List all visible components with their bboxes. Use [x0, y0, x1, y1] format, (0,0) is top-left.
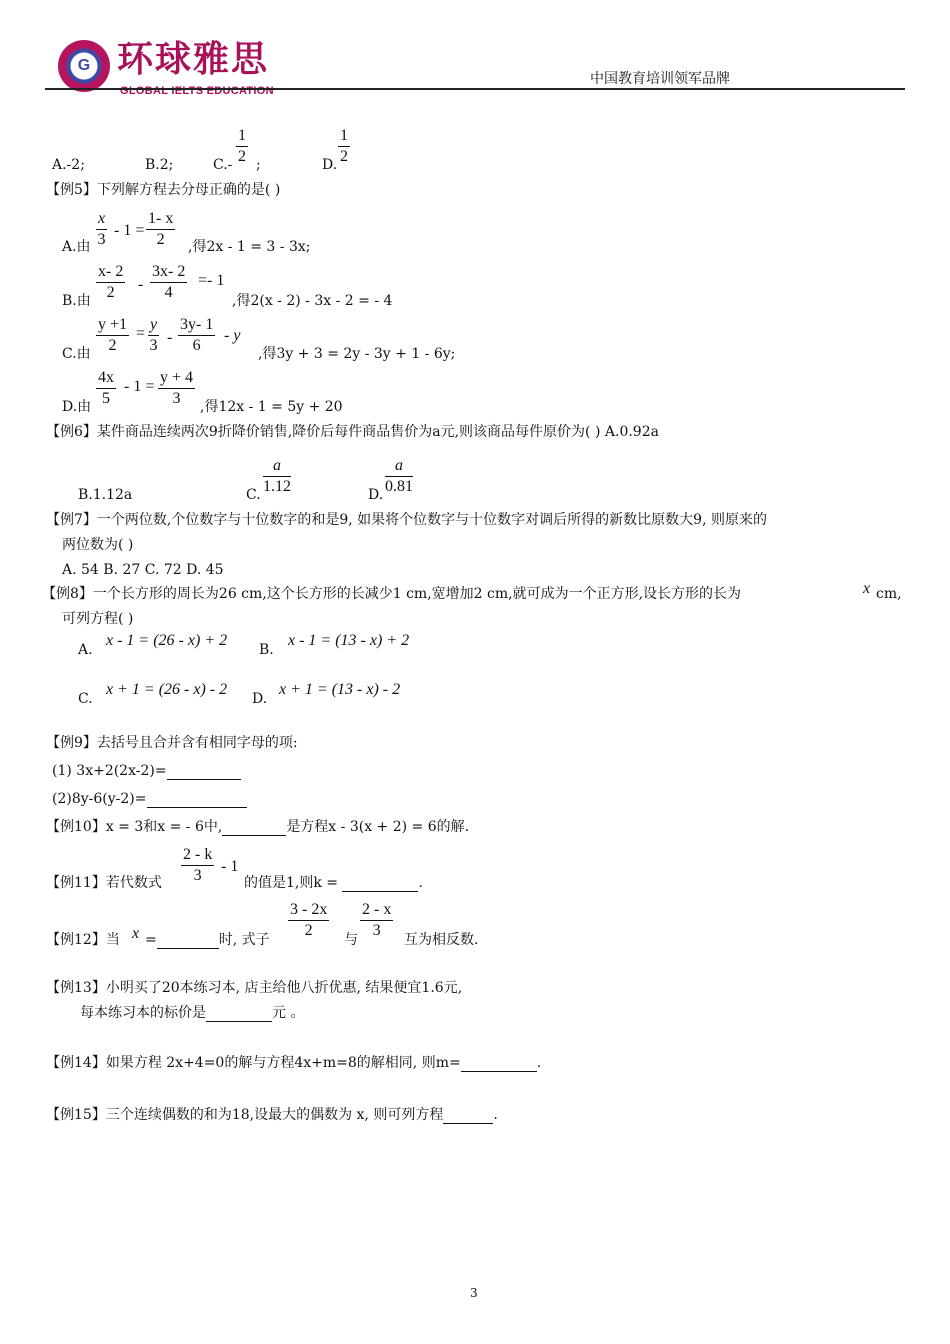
- fraction-numerator: 2 - k: [181, 845, 214, 866]
- logo-english-name: GLOBAL IELTS EDUCATION: [120, 85, 274, 97]
- ex6-stem: 【例6】某件商品连续两次9折降价销售,降价后每件商品售价为a元,则该商品每件原价为( ) A.0.92a: [46, 424, 659, 440]
- ex5-c-frac3: [178, 315, 215, 356]
- ex6-option-b: B.1.12a: [78, 487, 133, 503]
- ex5-c-end: - y: [224, 327, 241, 344]
- fraction-denominator: 2: [304, 922, 313, 939]
- ex11-post: 的值是1,则k =: [244, 875, 343, 891]
- ex15-pre: 【例15】三个连续偶数的和为18,设最大的偶数为 x, 则可列方程: [46, 1107, 444, 1123]
- q4-option-d-prefix: D.: [322, 157, 338, 173]
- ex14-line: [46, 1054, 541, 1072]
- ex5-b-prefix: B.由: [62, 293, 91, 309]
- ex5-b-frac2: [150, 262, 187, 303]
- ex5-b-result: ,得2(x - 2) - 3x - 2 = - 4: [232, 293, 393, 309]
- ex7-stem-continued: 两位数为( ): [62, 537, 134, 553]
- fraction-denominator: 2: [156, 231, 165, 248]
- ex5-a-result: ,得2x - 1 = 3 - 3x;: [188, 239, 311, 255]
- q4-option-b: B.2;: [145, 157, 174, 173]
- ex8-option-c-equation: x + 1 = (26 - x) - 2: [106, 681, 228, 698]
- fraction-denominator: 3: [172, 390, 181, 407]
- ex5-b-mid: -: [138, 276, 144, 293]
- ex13-line2-post: 元 。: [272, 1005, 305, 1021]
- fraction-numerator: a: [385, 456, 413, 477]
- q4-option-c-prefix: C.-: [213, 157, 233, 173]
- logo-chinese-name: 环球雅思: [117, 39, 270, 80]
- ex10-post: 是方程x - 3(x + 2) = 6的解.: [286, 819, 470, 835]
- ex10-line: [46, 818, 469, 836]
- q4-option-c-fraction: [236, 126, 248, 167]
- fraction-denominator: 0.81: [385, 478, 413, 495]
- fraction-numerator: 1: [236, 126, 248, 147]
- ex11-pre: 【例11】若代数式: [46, 875, 162, 891]
- fraction-denominator: 3: [193, 867, 202, 884]
- ex10-blank: [222, 835, 286, 836]
- ex5-c-frac1: [96, 315, 129, 356]
- ex8-option-b-equation: x - 1 = (13 - x) + 2: [288, 632, 410, 649]
- fraction-numerator: 4x: [96, 368, 116, 389]
- ex5-d-frac1: [96, 368, 116, 409]
- fraction-denominator: 3: [97, 231, 106, 248]
- ex5-b-frac1: [96, 262, 125, 303]
- ex5-a-frac1: [96, 209, 107, 250]
- ex9-part1: [52, 762, 241, 780]
- fraction-denominator: 2: [106, 284, 115, 301]
- ex9-part2-blank: [147, 807, 247, 808]
- ex5-c-eq: =: [136, 325, 146, 342]
- ex5-a-mid: - 1 =: [114, 222, 145, 239]
- ex8-stem: 【例8】一个长方形的周长为26 cm,这个长方形的长减少1 cm,宽增加2 cm,就可成为一个正方形,设长方形的长为: [42, 586, 742, 602]
- ex6-option-d-prefix: D.: [368, 487, 384, 503]
- ex12-eq: =: [145, 932, 157, 948]
- fraction-numerator: x: [96, 209, 107, 230]
- ex13-blank: [206, 1021, 272, 1022]
- ex13-line2: [80, 1004, 304, 1022]
- fraction-numerator: y +1: [96, 315, 129, 336]
- fraction-denominator: 5: [102, 390, 110, 407]
- fraction-denominator: 2: [238, 148, 246, 165]
- ex5-c-result: ,得3y + 3 = 2y - 3y + 1 - 6y;: [258, 346, 456, 362]
- ex12-blank: [157, 948, 219, 949]
- ex5-c-prefix: C.由: [62, 346, 91, 362]
- ex5-d-prefix: D.由: [62, 399, 92, 415]
- header-rule: [45, 88, 905, 90]
- ex7-options: A. 54 B. 27 C. 72 D. 45: [62, 562, 224, 578]
- ex15-blank: [443, 1123, 493, 1124]
- fraction-denominator: 6: [192, 337, 201, 354]
- ex12-answer: [145, 931, 270, 949]
- ex5-b-end: =- 1: [198, 272, 225, 289]
- fraction-numerator: 3x- 2: [150, 262, 187, 283]
- q4-option-d-fraction: [338, 126, 350, 167]
- fraction-denominator: 4: [164, 284, 173, 301]
- header-slogan: 中国教育培训领军品牌: [590, 71, 730, 87]
- ex10-pre: 【例10】x = 3和x = - 6中,: [46, 819, 223, 835]
- fraction-numerator: 3y- 1: [178, 315, 215, 336]
- ex12-pre: 【例12】当: [46, 932, 120, 948]
- fraction-numerator: 1- x: [146, 209, 175, 230]
- ex14-pre: 【例14】如果方程 2x+4=0的解与方程4x+m=8的解相同, 则m=: [46, 1055, 461, 1071]
- ex12-fraction-1: [288, 900, 329, 941]
- ex9-stem: 【例9】去括号且合并含有相同字母的项:: [46, 735, 298, 751]
- ex12-and: 与: [344, 932, 358, 948]
- ex8-stem-continued: 可列方程( ): [62, 611, 134, 627]
- logo-letter: G: [77, 57, 91, 74]
- ex5-c-frac2: [148, 315, 159, 356]
- ex12-fraction-2: [360, 900, 393, 941]
- ex5-d-mid: - 1 =: [124, 378, 155, 395]
- ex8-unit: cm,: [876, 586, 902, 602]
- ex8-option-c-label: C.: [78, 691, 93, 707]
- ex14-blank: [461, 1071, 537, 1072]
- fraction-numerator: y + 4: [158, 368, 195, 389]
- fraction-denominator: 2: [340, 148, 348, 165]
- ex6-option-d-fraction: [385, 456, 413, 497]
- ex12-post: 互为相反数.: [404, 932, 479, 948]
- ex8-option-d-label: D.: [252, 691, 268, 707]
- ex11-blank: [342, 891, 418, 892]
- fraction-denominator: 3: [149, 337, 158, 354]
- ex6-option-c-fraction: [263, 456, 291, 497]
- ex5-d-result: ,得12x - 1 = 5y + 20: [200, 399, 343, 415]
- ex11-post-line: [244, 874, 423, 892]
- ex12-variable: x: [132, 925, 140, 942]
- fraction-numerator: 2 - x: [360, 900, 393, 921]
- ex8-option-d-equation: x + 1 = (13 - x) - 2: [279, 681, 401, 698]
- ex13-line2-pre: 每本练习本的标价是: [80, 1005, 206, 1021]
- ex14-post: .: [536, 1055, 542, 1071]
- ex11-end: .: [418, 875, 423, 891]
- ex8-option-a-equation: x - 1 = (26 - x) + 2: [106, 632, 228, 649]
- q4-option-c-suffix: ;: [256, 157, 261, 173]
- fraction-numerator: 1: [338, 126, 350, 147]
- fraction-numerator: a: [263, 456, 291, 477]
- ex9-part2: [52, 790, 247, 808]
- ex7-stem: 【例7】一个两位数,个位数字与十位数字的和是9, 如果将个位数字与十位数字对调后所得的新数比原数大9, 则原来的: [46, 512, 767, 528]
- fraction-numerator: y: [148, 315, 159, 336]
- ex15-post: .: [493, 1107, 498, 1123]
- ex9-part1-blank: [167, 779, 241, 780]
- ex11-fraction: [181, 845, 214, 886]
- ex5-stem: 【例5】下列解方程去分母正确的是( ): [46, 182, 281, 198]
- ex9-part2-text: (2)8y-6(y-2)=: [52, 791, 147, 807]
- ex8-option-a-label: A.: [78, 642, 93, 658]
- fraction-denominator: 1.12: [263, 478, 291, 495]
- q4-option-a: A.-2;: [52, 157, 85, 173]
- ex9-part1-text: (1) 3x+2(2x-2)=: [52, 763, 167, 779]
- ex12-mid: 时, 式子: [218, 932, 270, 948]
- ex5-c-minus: -: [167, 329, 173, 346]
- ex8-option-b-label: B.: [259, 642, 274, 658]
- ex5-d-frac2: [158, 368, 195, 409]
- ex11-tail: - 1: [221, 858, 239, 875]
- fraction-numerator: 3 - 2x: [288, 900, 329, 921]
- fraction-numerator: x- 2: [96, 262, 125, 283]
- ex5-a-prefix: A.由: [62, 239, 91, 255]
- ex6-option-c-prefix: C.: [246, 487, 261, 503]
- ex5-a-frac2: [146, 209, 175, 250]
- ex13-line1: 【例13】小明买了20本练习本, 店主给他八折优惠, 结果便宜1.6元,: [46, 980, 463, 996]
- fraction-denominator: 2: [108, 337, 117, 354]
- ex8-variable: x: [863, 580, 871, 597]
- ex15-line: [46, 1106, 498, 1124]
- fraction-denominator: 3: [372, 922, 381, 939]
- page-number: 3: [470, 1286, 478, 1300]
